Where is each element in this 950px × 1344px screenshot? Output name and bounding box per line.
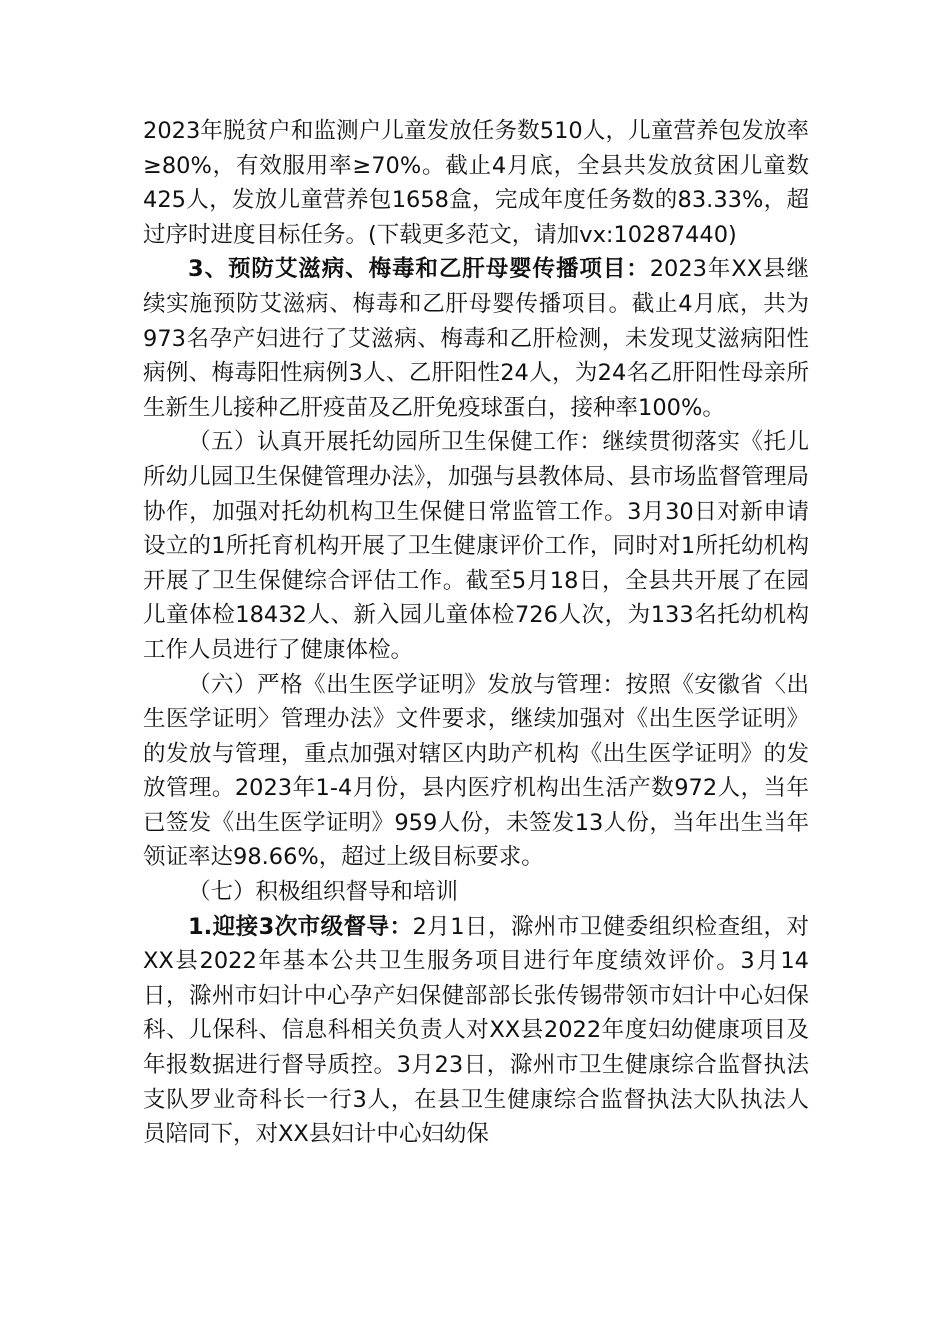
paragraph-mother-child-transmission — [143, 252, 809, 425]
paragraph-heading: 1.迎接3次市级督导： — [188, 913, 413, 940]
paragraph-heading: 3、预防艾滋病、梅毒和乙肝母婴传播项目： — [188, 256, 650, 283]
document-page — [143, 114, 809, 1152]
paragraph-text: （六）严格《出生医学证明》发放与管理：按照《安徽省〈出生医学证明〉管理办法》文件要求，继续加强对《出生医学证明》的发放与管理，重点加强对辖区内助产机构《出生医学证明》的发放管理。2023年1-4月份，县内医疗机构出生活产数972人，当年已签发《出生医学证明》959人份，未签发13人份，当年出生当年领证率达98.66%，超过上级目标要求。 — [143, 671, 809, 871]
paragraph-text: 2月1日，滁州市卫健委组织检查组，对XX县2022年基本公共卫生服务项目进行年度绩效评价。3月14日，滁州市妇计中心孕产妇保健部部长张传锡带领市妇计中心妇保科、儿保科、信息科相关负责人对XX县2022年度妇幼健康项目及年报数据进行督导质控。3月23日，滁州市卫生健康综合监督执法支队罗业奇科长一行3人，在县卫生健康综合监督执法大队执法人员陪同下，对XX县妇计中心妇幼保 — [143, 913, 810, 1148]
paragraph-text: （五）认真开展托幼园所卫生保健工作：继续贯彻落实《托儿所幼儿园卫生保健管理办法》，加强与县教体局、县市场监督管理局协作，加强对托幼机构卫生保健日常监管工作。3月30日对新申请设立的1所托育机构开展了卫生健康评价工作，同时对1所托幼机构开展了卫生保健综合评估工作。截至5月18日，全县共开展了在园儿童体检18432人、新入园儿童体检726人次，为133名托幼机构工作人员进行了健康体检。 — [143, 429, 809, 663]
paragraph-birth-certificate — [143, 668, 809, 876]
paragraph-city-supervision — [143, 910, 809, 1152]
paragraph-supervision-training — [143, 875, 809, 910]
paragraph-text: 2023年脱贫户和监测户儿童发放任务数510人，儿童营养包发放率≥80%，有效服用率≥70%。截止4月底，全县共发放贫困儿童数425人，发放儿童营养包1658盒，完成年度任务数的83.33%，超过序时进度目标任务。(下载更多范文，请加vx:10287440) — [143, 118, 809, 248]
paragraph-text: 2023年XX县继续实施预防艾滋病、梅毒和乙肝母婴传播项目。截止4月底，共为973名孕产妇进行了艾滋病、梅毒和乙肝检测，未发现艾滋病阳性病例、梅毒阳性病例3人、乙肝阳性24人，为24名乙肝阳性母亲所生新生儿接种乙肝疫苗及乙肝免疫球蛋白，接种率100%。 — [143, 256, 809, 421]
paragraph-nutrition-pack — [143, 114, 809, 252]
paragraph-text: （七）积极组织督导和培训 — [188, 879, 459, 906]
paragraph-kindergarten-health — [143, 425, 809, 667]
